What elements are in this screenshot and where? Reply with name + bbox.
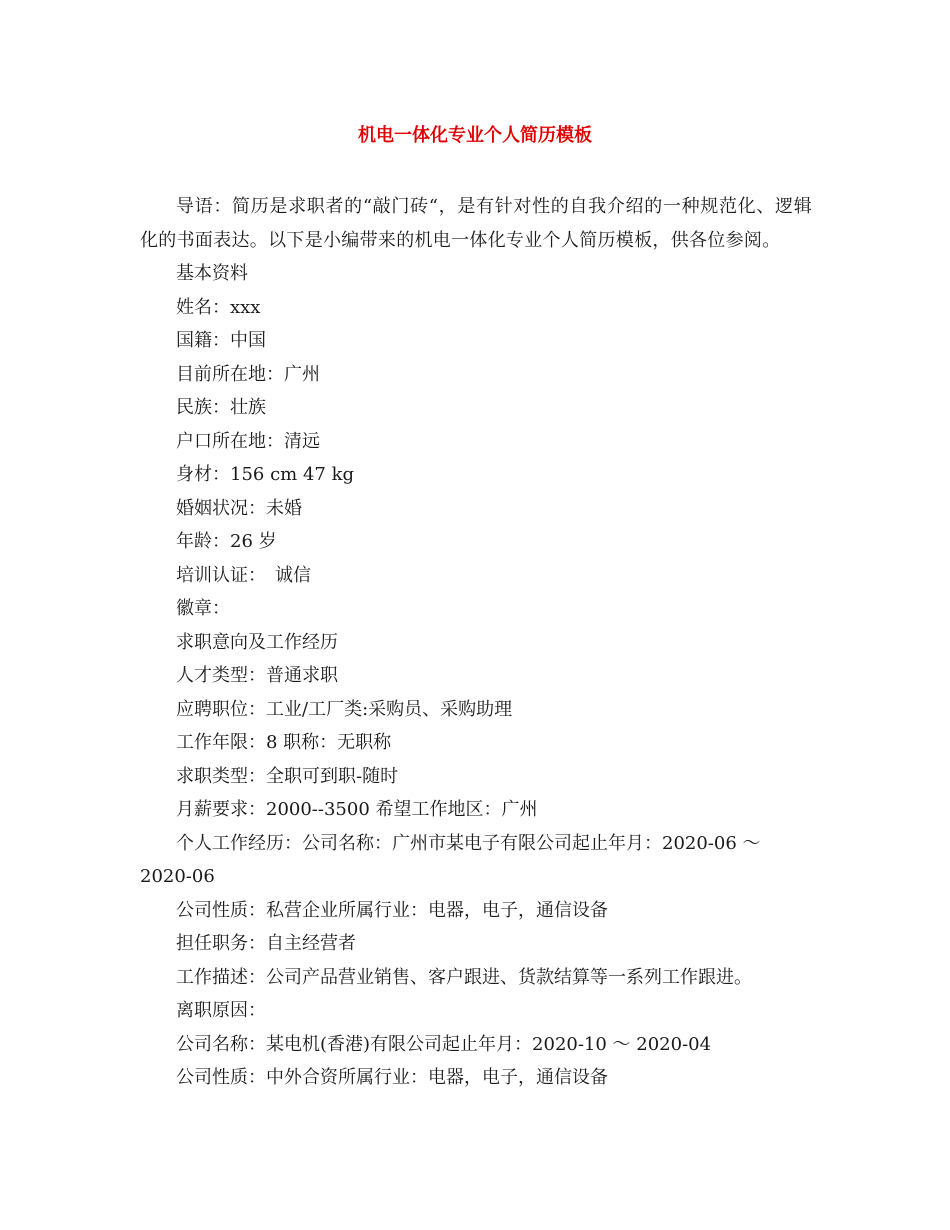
company-nature-line-1: 公司性质：私营企业所属行业：电器，电子，通信设备	[176, 899, 608, 921]
years-line: 工作年限：8 职称：无职称	[176, 732, 392, 753]
company-nature-line-2: 公司性质：中外合资所属行业：电器，电子，通信设备	[176, 1067, 608, 1088]
duty-line: 担任职务：自主经营者	[176, 933, 356, 954]
training-line: 培训认证： 诚信	[176, 564, 311, 586]
name-line: 姓名：xxx	[176, 296, 261, 318]
nationality-line: 国籍：中国	[176, 330, 266, 351]
salary-line: 月薪要求：2000--3500 希望工作地区：广州	[176, 799, 538, 820]
position-line: 应聘职位：工业/工厂类:采购员、采购助理	[176, 698, 513, 720]
leave-reason-line: 离职原因：	[176, 1000, 266, 1021]
marital-line: 婚姻状况：未婚	[176, 497, 302, 519]
document-body	[140, 190, 812, 1095]
document-title: 机电一体化专业个人简历模板	[358, 125, 592, 146]
location-line: 目前所在地：广州	[176, 363, 320, 385]
badge-line: 徽章：	[176, 598, 230, 619]
description-line: 工作描述：公司产品营业销售、客户跟进、货款结算等一系列工作跟进。	[176, 966, 752, 988]
experience-paragraph: 个人工作经历：公司名称：广州市某电子有限公司起止年月：2020-06 ～ 2020-06	[140, 832, 761, 887]
body-line: 身材：156 cm 47 kg	[176, 464, 355, 485]
ethnicity-line: 民族：壮族	[176, 397, 266, 418]
age-line: 年龄：26 岁	[176, 531, 277, 552]
basic-info-heading: 基本资料	[176, 263, 248, 284]
intro-paragraph: 导语：简历是求职者的“敲门砖“，是有针对性的自我介绍的一种规范化、逻辑化的书面表达。以下是小编带来的机电一体化专业个人简历模板，供各位参阅。	[140, 196, 812, 251]
hukou-line: 户口所在地：清远	[176, 430, 320, 452]
job-type-line: 求职类型：全职可到职-随时	[176, 765, 399, 787]
talent-type-line: 人才类型：普通求职	[176, 665, 338, 686]
job-intent-heading: 求职意向及工作经历	[176, 631, 338, 653]
company-line-2: 公司名称：某电机(香港)有限公司起止年月：2020-10 ～ 2020-04	[176, 1033, 712, 1055]
